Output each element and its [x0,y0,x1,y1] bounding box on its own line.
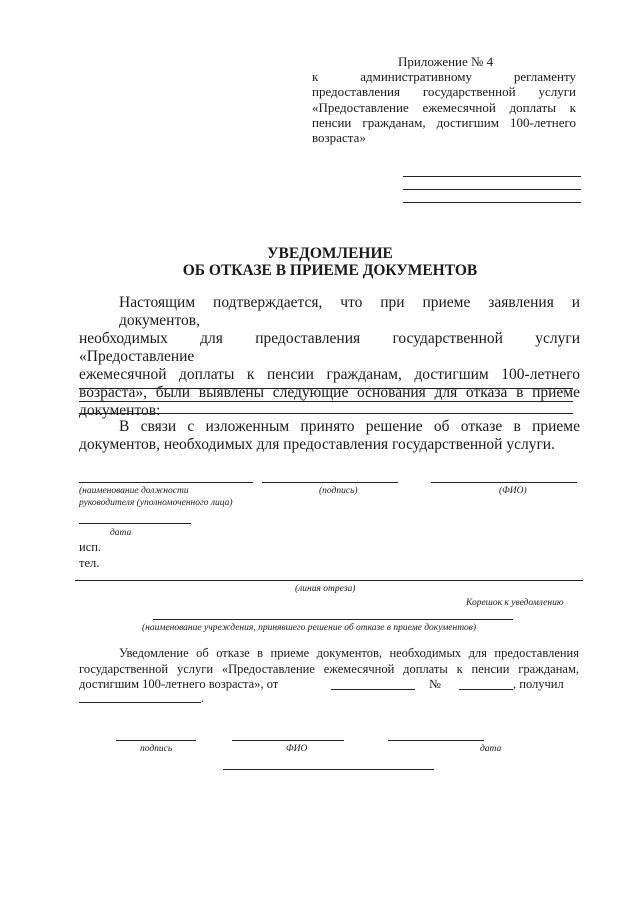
stub-title: Корешок к уведомлению [466,598,564,608]
annex-line: «Предоставление ежемесячной доплаты к [312,99,576,115]
executor-label: исп. [79,540,102,554]
institution-caption: (наименование учреждения, принявшего решение об отказе в приеме документов) [142,623,477,633]
reason-line [79,388,573,389]
position-line [79,482,253,483]
receipt-line: государственной услуги «Предоставление ежемесячной доплаты к пенсии гражданам, [79,662,579,676]
receipt-date-line [331,689,415,690]
addressee-line [403,202,581,203]
receipt-line: Уведомление об отказе в приеме документов, необходимых для предоставления [119,646,579,660]
receipt-fio-caption: ФИО [286,744,308,754]
document-title: УВЕДОМЛЕНИЕ [267,245,393,262]
paragraph-line: ежемесячной доплаты к пенсии гражданам, достигшим 100-летнего [79,366,580,383]
receipt-number-sign: № [429,677,441,691]
position-caption: руководителя (уполномоченного лица) [79,498,233,508]
receipt-received: , получил [513,677,564,691]
reason-line [79,413,573,414]
receipt-fio-line [232,740,344,741]
receipt-recipient-line [79,702,201,703]
phone-label: тел. [79,556,100,570]
receipt-date-sign-line [388,740,484,741]
signature-line [262,482,398,483]
paragraph-line: необходимых для предоставления государственной услуги «Предоставление [79,330,580,365]
addressee-line [403,189,581,190]
paragraph-line: документов, необходимых для предоставления государственной услуги. [79,436,555,453]
receipt-sign-caption: подпись [140,744,173,754]
date-caption: дата [110,528,132,538]
reason-line [79,401,573,402]
position-caption: (наименование должности [79,486,189,496]
fio-caption: (ФИО) [499,486,527,496]
cut-line [75,580,583,581]
receipt-line: достигшим 100-летнего возраста», от [79,677,279,691]
bottom-line [223,769,434,770]
annex-line: к административному регламенту [312,69,576,84]
receipt-period: . [201,691,205,705]
paragraph-line: возраста», были выявлены следующие основания для отказа в приеме [79,384,580,401]
paragraph-line: В связи с изложенным принято решение об отказе в приеме [119,418,580,435]
fio-line [431,482,577,483]
receipt-date-caption: дата [480,744,502,754]
institution-line [153,619,513,620]
annex-line: пенсии гражданам, достигшим 100-летнего [312,114,576,130]
annex-line: предоставления государственной услуги [312,84,576,100]
addressee-line [403,176,581,177]
cut-caption: (линия отреза) [295,584,356,594]
paragraph-line: документов: [79,402,161,419]
signature-caption: (подпись) [319,486,358,496]
receipt-text [79,645,579,677]
receipt-number-line [459,689,513,690]
document-subtitle: ОБ ОТКАЗЕ В ПРИЕМЕ ДОКУМЕНТОВ [182,262,478,279]
receipt-sign-line [116,740,196,741]
annex-line: возраста» [312,130,366,146]
paragraph-line: Настоящим подтверждается, что при приеме заявления и документов, [119,294,580,329]
annex-title: Приложение № 4 [398,54,494,69]
paragraph-2 [79,418,580,454]
date-line [79,523,191,524]
annex-text [312,69,576,145]
